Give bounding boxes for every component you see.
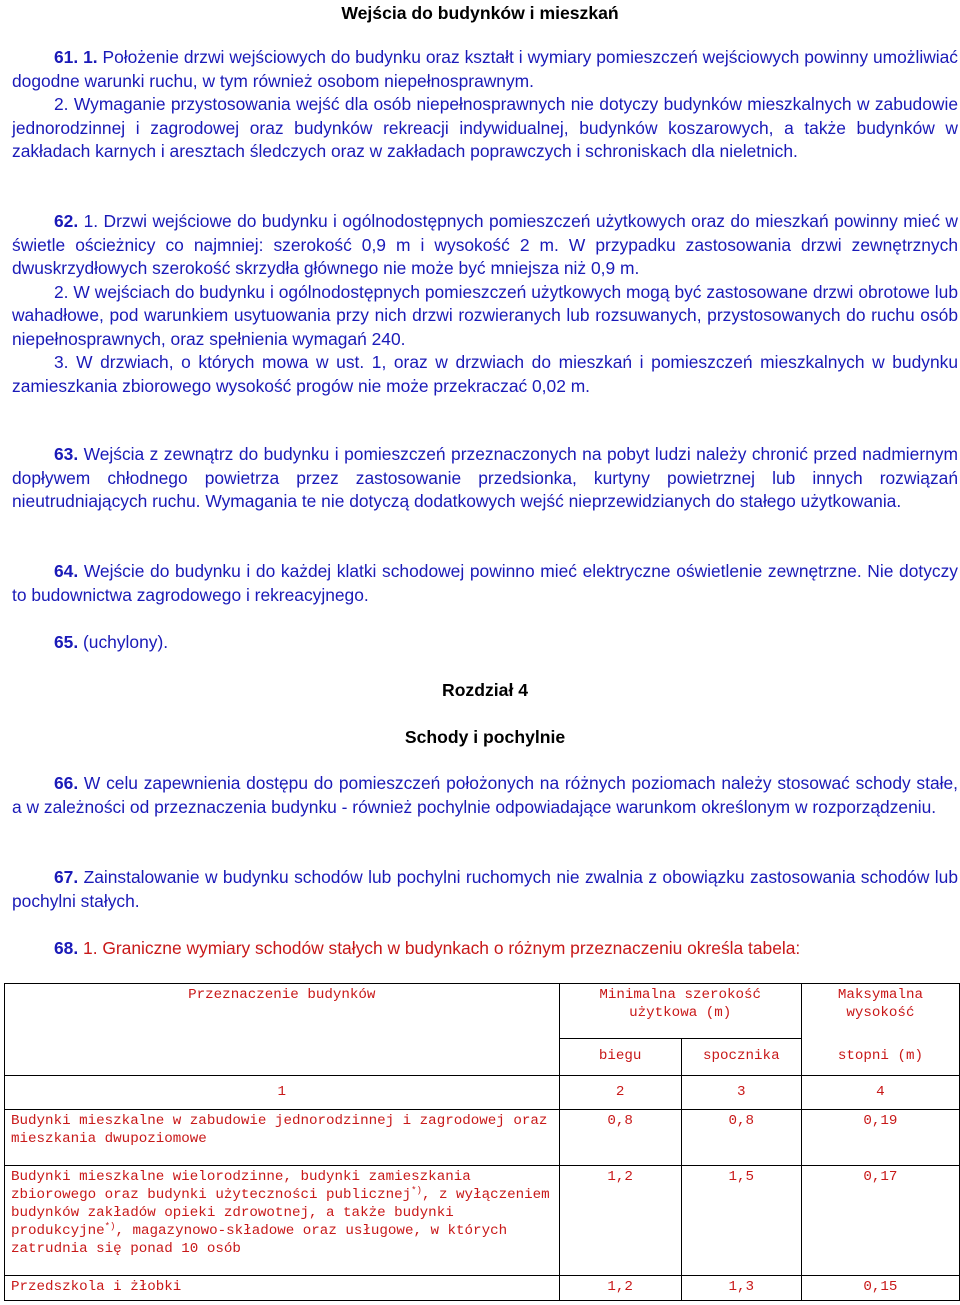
paragraph-text: W wejściach do budynku i ogólnodostępnych pomieszczeń użytkowych mogą być zastosowane drzwi obrotowe lub wahadłowe, pod warunkiem usytuowania przy nich drzwi rozwieranych lub rozsuwanych, przystosowanych do ruchu osób niepełnosprawnych, oraz spełnienia wymagań 240. xyxy=(12,281,958,349)
table-col-number: 1 xyxy=(5,1076,560,1110)
paragraph-number: 2. xyxy=(54,94,69,114)
paragraph-text: Wejścia z zewnątrz do budynku i pomieszczeń przeznaczonych na pobyt ludzi należy chronić przed nadmiernym dopływem chłodnego powietrza przez zastosowanie przedsionka, kurtyny powietrznej lub innych rozwiązań nieutrudniających ruchu. Wymagania te nie dotyczą dodatkowych wejść nieprzewidzianych do stałego użytkowania. xyxy=(12,444,958,511)
paragraph-62 xyxy=(12,210,958,398)
table-header-flight: biegu xyxy=(559,1039,681,1076)
paragraph-66 xyxy=(12,772,958,819)
table-col-number: 4 xyxy=(801,1076,959,1110)
section-title: Wejścia do budynków i mieszkań xyxy=(341,3,619,23)
table-header-landing: spocznika xyxy=(681,1039,801,1076)
paragraph-65 xyxy=(12,631,958,655)
paragraph-text: W przypadku zastosowania drzwi zewnętrznych dwuskrzydłowych szerokość skrzydła głównego nie może być mniejsza niż 0,9 m. xyxy=(12,234,958,278)
paragraph-text: Graniczne wymiary schodów stałych w budynkach o różnym przeznaczeniu określa tabela: xyxy=(97,938,801,958)
paragraph-text: 1, oraz w drzwiach do mieszkań i pomieszczeń mieszkalnych w budynku zamieszkania zbiorowego wysokość progów nie może przekraczać 0,02 m. xyxy=(12,352,959,396)
chapter-title: Schody i pochylnie xyxy=(404,727,566,747)
table-cell-text: Budynki mieszkalne wielorodzinne, budynki zamieszkania zbiorowego oraz budynki użyteczności publicznej xyxy=(11,1169,471,1203)
paragraph-number: 1. xyxy=(78,938,98,958)
table-header-max-height: Maksymalna wysokość xyxy=(801,984,959,1039)
table-header-min-width: Minimalna szerokość użytkowa (m) xyxy=(559,984,801,1039)
paragraph-text: Wejście do budynku i do każdej klatki schodowej powinno mieć elektryczne oświetlenie zewnętrzne. Nie dotyczy to budownictwa zagrodowego i rekreacyjnego. xyxy=(12,561,958,605)
table-col-number: 3 xyxy=(681,1076,801,1110)
paragraph-number: 66. xyxy=(54,773,79,793)
paragraph-number: 2. xyxy=(54,281,69,302)
table-header-row xyxy=(5,984,960,1039)
table-cell-flight: 1,2 xyxy=(559,1276,681,1301)
paragraph-number: 67. xyxy=(54,867,79,887)
table-cell-step: 0,15 xyxy=(801,1276,959,1301)
paragraph-61 xyxy=(12,46,958,164)
paragraph-number: 68. xyxy=(54,938,79,958)
table-cell-flight: 0,8 xyxy=(559,1110,681,1166)
footnote-marker: *) xyxy=(104,1221,116,1232)
paragraph-text: Wymaganie przystosowania wejść dla osób niepełnosprawnych nie dotyczy budynków mieszkalnych w zabudowie jednorodzinnej i zagrodowej oraz budynków rekreacji indywidualnej, budynków koszarowych, a także budynków w zakładach karnych i aresztach śledczych oraz w zakładach poprawczych i schroniskach dla nieletnich. xyxy=(12,94,958,161)
paragraph-number: 64. xyxy=(54,561,79,581)
table-cell-text: , z wyłączeniem budynków zakładów opieki zdrowotnej, a także budynki produkcyjne xyxy=(11,1187,550,1239)
table-cell-step: 0,17 xyxy=(801,1166,959,1276)
footnote-marker: *) xyxy=(411,1185,422,1196)
paragraph-text: Położenie drzwi wejściowych do budynku oraz kształt i wymiary pomieszczeń wejściowych powinny umożliwiać dogodne warunki ruchu, w tym również osobom niepełnosprawnym. xyxy=(12,47,959,91)
stairs-dimensions-table xyxy=(4,983,960,1301)
paragraph-text: W drzwiach, o których mowa w ust. xyxy=(68,352,365,372)
paragraph-text: W celu zapewnienia dostępu do pomieszczeń położonych na różnych poziomach należy stosować schody stałe, a w zależności od przeznaczenia budynku - również pochylnie odpowiadające warunkom określonym w rozporządzeniu. xyxy=(12,773,958,817)
table-header-purpose: Przeznaczenie budynków xyxy=(5,984,560,1076)
table-header-step: stopni (m) xyxy=(801,1039,959,1076)
table-cell-purpose: Przedszkola i żłobki xyxy=(5,1276,560,1301)
table-row xyxy=(5,1276,960,1301)
chapter-number: Rozdział 4 xyxy=(441,680,529,700)
paragraph-number: 3. xyxy=(54,352,69,372)
table-cell-purpose xyxy=(5,1166,560,1276)
table-cell-purpose: Budynki mieszkalne w zabudowie jednorodzinnej i zagrodowej oraz mieszkania dwupoziomowe xyxy=(5,1110,560,1166)
table-cell-flight: 1,2 xyxy=(559,1166,681,1276)
paragraph-text: (uchylony). xyxy=(78,632,169,652)
paragraph-63 xyxy=(12,443,958,514)
paragraph-text: Zainstalowanie w budynku schodów lub pochylni ruchomych nie zwalnia z obowiązku zastosowania schodów lub pochylni stałych. xyxy=(12,867,958,911)
table-col-number: 2 xyxy=(559,1076,681,1110)
table-cell-step: 0,19 xyxy=(801,1110,959,1166)
paragraph-64 xyxy=(12,560,958,607)
table-cell-landing: 0,8 xyxy=(681,1110,801,1166)
paragraph-number: 65. xyxy=(54,632,79,652)
paragraph-number: 63. xyxy=(54,444,79,464)
table-cell-landing: 1,5 xyxy=(681,1166,801,1276)
table-row xyxy=(5,1110,960,1166)
paragraph-number: 62. xyxy=(54,211,79,231)
paragraph-number: 1. xyxy=(78,211,99,231)
table-cell-landing: 1,3 xyxy=(681,1276,801,1301)
table-column-numbers-row xyxy=(5,1076,960,1110)
table-cell-text: , magazynowo-składowe oraz usługowe, w których zatrudnia się ponad 10 osób xyxy=(11,1223,508,1257)
paragraph-67 xyxy=(12,866,958,913)
paragraph-68 xyxy=(12,937,958,961)
table-row xyxy=(5,1166,960,1276)
paragraph-number: 61. 1. xyxy=(54,47,98,67)
paragraph-text: Drzwi wejściowe do budynku i ogólnodostępnych pomieszczeń użytkowych oraz do mieszkań powinny mieć w świetle ościeżnicy co najmniej: szerokość 0,9 m i wysokość 2 m. xyxy=(12,211,958,255)
